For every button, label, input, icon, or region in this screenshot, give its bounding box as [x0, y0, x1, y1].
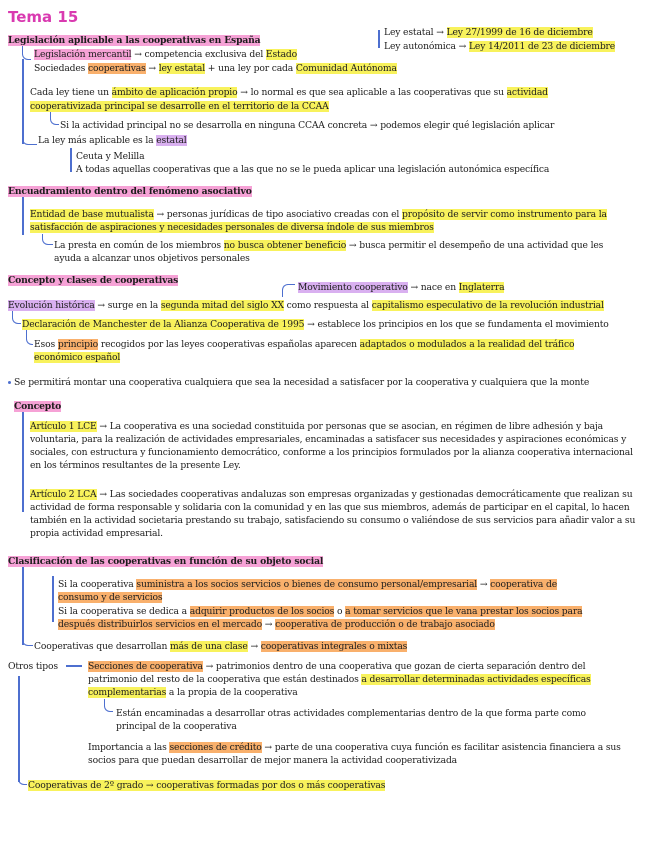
- text-estan-2: principal de la cooperativa: [116, 721, 237, 732]
- section-header-legislacion: Legislación aplicable a las cooperativas en España: [8, 35, 261, 46]
- text-importancia: Importancia a las secciones de crédito → parte de una cooperativa cuya función es facilitar asistencia financiera a sus: [88, 742, 621, 753]
- text-cada-ley-2: cooperativizada principal se desarrolle en el territorio de la CCAA: [30, 101, 329, 112]
- text-si-actividad: Si la actividad principal no se desarrolla en ninguna CCAA concreta → podemos elegir qué legislación aplicar: [60, 120, 555, 131]
- text-clase-consumo: Si la cooperativa suministra a los socios servicios o bienes de consumo personal/empresarial → cooperativa de: [58, 579, 558, 590]
- text-entidad: Entidad de base mutualista → personas jurídicas de tipo asociativo creadas con el propósito de servir como instrumento para la: [30, 209, 607, 220]
- text-segundo-grado: Cooperativas de 2º grado → cooperativas formadas por dos o más cooperativas: [28, 780, 386, 791]
- text-declaracion: Declaración de Manchester de la Alianza Cooperativa de 1995 → establece los principios en los que se fundamenta el movimiento: [22, 319, 609, 330]
- text-importancia-2: socios para que puedan desarrollar de mejor manera la actividad cooperativizada: [88, 755, 458, 766]
- text-otros-tipos: Otros tipos: [8, 661, 58, 672]
- page-title: Tema 15: [8, 8, 79, 26]
- text-cada-ley: Cada ley tiene un ámbito de aplicación propio → lo normal es que sea aplicable a las cooperativas que su actividad: [30, 87, 548, 98]
- text-soc-coop: Sociedades cooperativas → ley estatal + una ley por cada Comunidad Autónoma: [34, 63, 397, 74]
- section-header-concepto-clases: Concepto y clases de cooperativas: [8, 275, 179, 286]
- text-clase-integrales: Cooperativas que desarrollan más de una clase → cooperativas integrales o mixtas: [34, 641, 408, 652]
- text-la-presta-2: ayuda a alcanzar unos objetivos personales: [54, 253, 250, 264]
- text-articulo-1: Artículo 1 LCE → La cooperativa es una sociedad constituida por personas que se asocian, en régimen de libre adhesión y baja voluntaria, para la realización de actividades empresariales, encaminadas a satisfacer sus necesidades y aspiraciones económicas y sociales, con estructura y funcionamiento democrático, conforme a los principios formulados por la alianza cooperativa internacional en los términos resultantes de la presente Ley.: [30, 421, 633, 471]
- text-a-todas: A todas aquellas cooperativas que a las que no se le pueda aplicar una legislación autonómica específica: [76, 164, 550, 175]
- text-ley-estatal: Ley estatal → Ley 27/1999 de 16 de diciembre: [384, 27, 593, 38]
- text-clase-produccion-2: después distribuirlos servicios en el mercado → cooperativa de producción o de trabajo asociado: [58, 619, 495, 630]
- section-header-concepto: Concepto: [14, 401, 62, 412]
- text-movimiento: Movimiento cooperativo → nace en Inglaterra: [298, 282, 505, 293]
- section-header-encuadramiento: Encuadramiento dentro del fenómeno asociativo: [8, 186, 252, 197]
- text-secciones-3: complementarias a la propia de la cooperativa: [88, 687, 298, 698]
- text-secciones-2: patrimonio del resto de la cooperativa que están destinados a desarrollar determinadas actividades específicas: [88, 674, 591, 685]
- text-ceuta-melilla: Ceuta y Melilla: [76, 151, 145, 162]
- text-leg-mercantil: Legislación mercantil → competencia exclusiva del Estado: [34, 49, 298, 60]
- text-la-presta: La presta en común de los miembros no busca obtener beneficio → busca permitir el desempeño de una actividad que les: [54, 240, 604, 251]
- text-estan: Están encaminadas a desarrollar otras actividades complementarias dentro de la que forma parte como: [116, 708, 586, 719]
- text-evolucion: Evolución histórica → surge en la segunda mitad del siglo XX como respuesta al capitalismo especulativo de la revolución industrial: [8, 300, 604, 311]
- text-ley-autonomica: Ley autonómica → Ley 14/2011 de 23 de diciembre: [384, 41, 616, 52]
- text-clase-consumo-2: consumo y de servicios: [58, 592, 163, 603]
- text-clase-produccion: Si la cooperativa se dedica a adquirir productos de los socios o a tomar servicios que le vana prestar los socios para: [58, 606, 583, 617]
- section-header-clasificacion: Clasificación de las cooperativas en función de su objeto social: [8, 556, 324, 567]
- text-ley-mas-aplicable: La ley más aplicable es la estatal: [38, 135, 187, 146]
- connector: [22, 46, 31, 60]
- text-articulo-2: Artículo 2 LCA → Las sociedades cooperativas andaluzas son empresas organizadas y gestionadas democráticamente que realizan su actividad de forma responsable y solidaria con la comunidad y en las que sus miembros, además de participar en el capital, lo hacen también en la actividad societaria prestando su trabajo, satisfaciendo su consumo o valiéndose de sus servicios para añadir valor a su propia actividad empresarial.: [30, 489, 636, 539]
- text-esos-principio-2: económico español: [34, 352, 121, 363]
- text-esos-principio: Esos principio recogidos por las leyes cooperativas españolas aparecen adaptados o modulados a la realidad del tráfico: [34, 339, 575, 350]
- text-entidad-2: satisfacción de aspiraciones y necesidades personales de diversa índole de sus miembros: [30, 222, 434, 233]
- text-se-permitira: Se permitirá montar una cooperativa cualquiera que sea la necesidad a satisfacer por la cooperativa y cualquiera que la monte: [14, 377, 590, 388]
- text-secciones: Secciones de cooperativa → patrimonios dentro de una cooperativa que gozan de cierta separación dentro del: [88, 661, 586, 672]
